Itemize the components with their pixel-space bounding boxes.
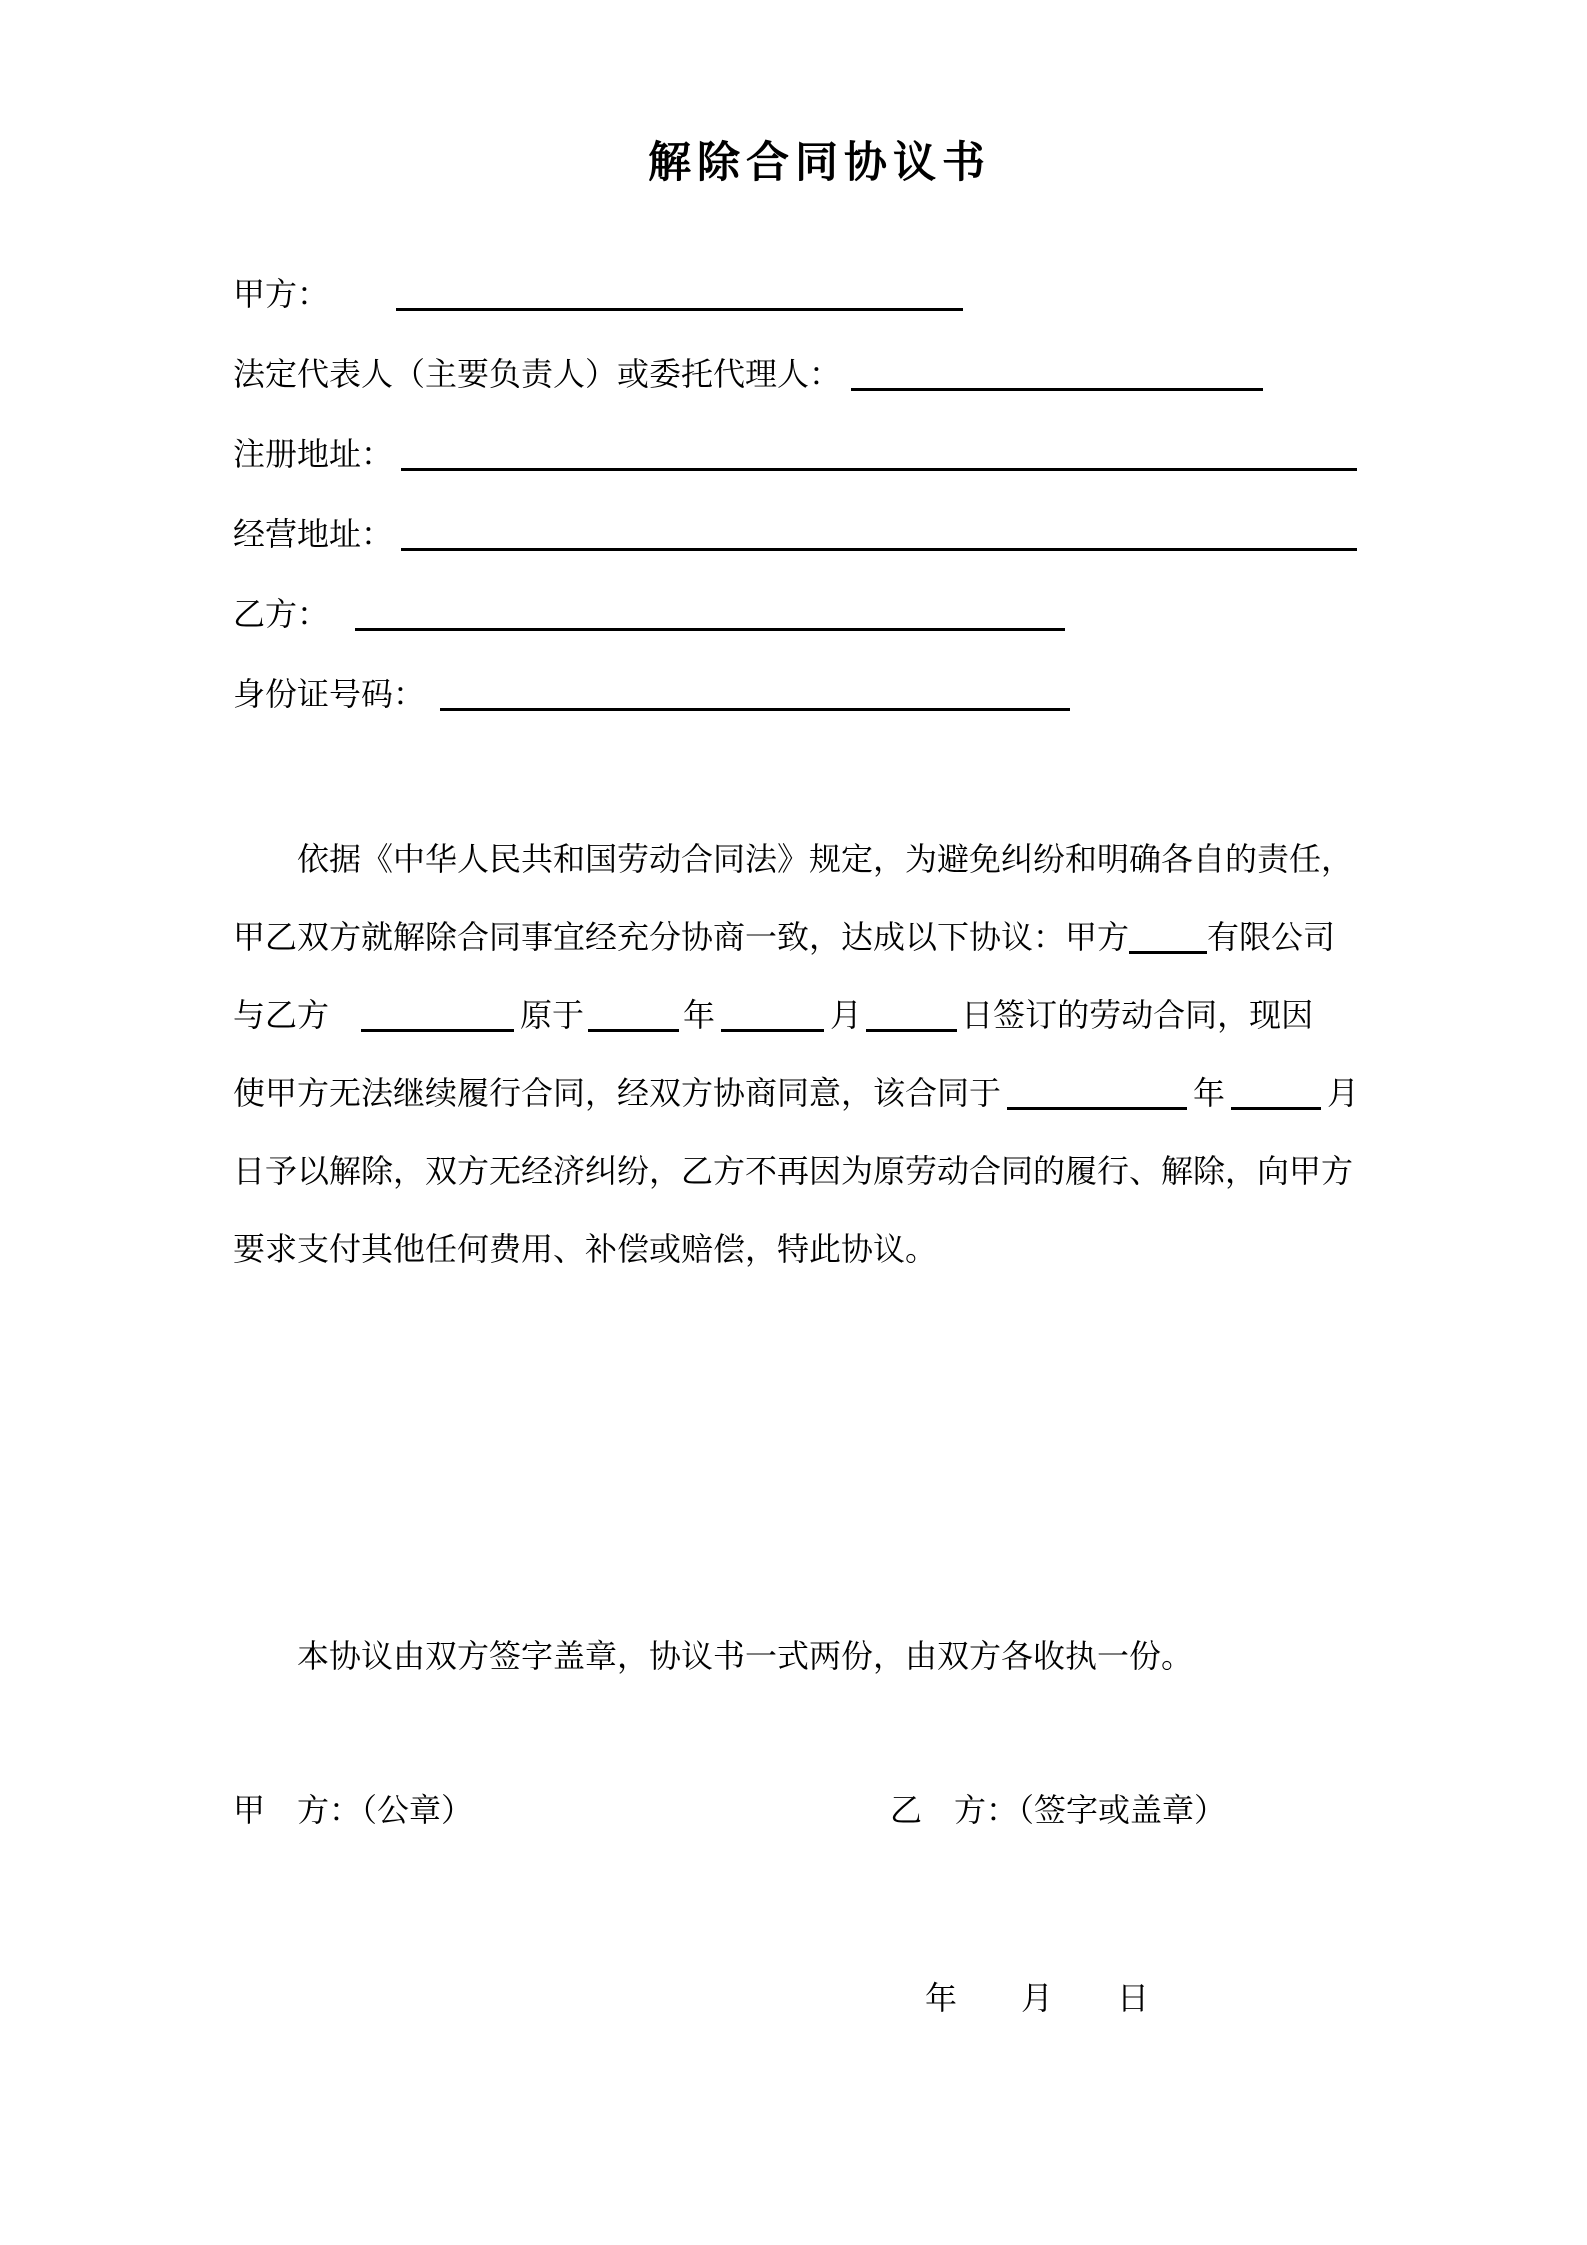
party-a-blank[interactable] bbox=[396, 298, 963, 311]
body-line-1 bbox=[233, 820, 1373, 898]
closing-text: 本协议由双方签字盖章，协议书一式两份，由双方各收执一份。 bbox=[297, 1638, 1194, 1674]
body-text: 月 bbox=[830, 997, 863, 1033]
party-b-blank[interactable] bbox=[355, 618, 1065, 631]
business-address-blank[interactable] bbox=[401, 538, 1357, 551]
body-text: 依据《中华人民共和国劳动合同法》规定，为避免纠纷和明确各自的责任， bbox=[297, 841, 1354, 877]
field-row-registered-address bbox=[233, 414, 1363, 494]
body-line-6 bbox=[233, 1210, 1373, 1288]
field-row-id-number bbox=[233, 654, 1363, 734]
id-number-blank[interactable] bbox=[440, 698, 1070, 711]
body-text: 要求支付其他任何费用、补偿或赔偿，特此协议。 bbox=[233, 1231, 938, 1267]
field-row-party-b bbox=[233, 574, 1363, 654]
field-label-party-b: 乙方： bbox=[233, 596, 330, 632]
fill-in-blank[interactable] bbox=[1129, 941, 1207, 954]
fill-in-blank[interactable] bbox=[361, 1019, 514, 1032]
body-text: 有限公司 bbox=[1207, 919, 1336, 955]
body-text: 年 bbox=[1193, 1075, 1226, 1111]
date-line: 年 月 日 bbox=[925, 1980, 1150, 2016]
fill-in-blank[interactable] bbox=[1231, 1097, 1321, 1110]
field-row-party-a bbox=[233, 254, 1363, 334]
fill-in-blank[interactable] bbox=[866, 1019, 957, 1032]
closing-paragraph bbox=[233, 1634, 1363, 1678]
body-line-5 bbox=[233, 1132, 1373, 1210]
body-text: 与乙方 bbox=[233, 997, 330, 1033]
body-text: 日予以解除，双方无经济纠纷，乙方不再因为原劳动合同的履行、解除，向甲方 bbox=[233, 1153, 1354, 1189]
body-line-4 bbox=[233, 1054, 1373, 1132]
body-text: 原于 bbox=[520, 997, 585, 1033]
body-line-3 bbox=[233, 976, 1373, 1054]
body-text: 月 bbox=[1327, 1075, 1360, 1111]
field-label-registered-address: 注册地址： bbox=[233, 436, 394, 472]
body-text: 年 bbox=[683, 997, 716, 1033]
registered-address-blank[interactable] bbox=[401, 458, 1357, 471]
party-a-signature-label: 甲 方：（公章） bbox=[233, 1792, 474, 1828]
body-text: 日签订的劳动合同，现因 bbox=[961, 997, 1314, 1033]
field-label-legal-representative: 法定代表人（主要负责人）或委托代理人： bbox=[233, 356, 842, 392]
field-row-legal-representative bbox=[233, 334, 1363, 414]
fill-in-blank[interactable] bbox=[1007, 1097, 1187, 1110]
agreement-body bbox=[233, 820, 1373, 1288]
body-text: 甲乙双方就解除合同事宜经充分协商一致，达成以下协议：甲方 bbox=[233, 919, 1130, 955]
fill-in-blank[interactable] bbox=[721, 1019, 824, 1032]
body-text: 使甲方无法继续履行合同，经双方协商同意，该合同于 bbox=[233, 1075, 1002, 1111]
field-label-id-number: 身份证号码： bbox=[233, 676, 426, 712]
party-info-fields bbox=[233, 254, 1363, 734]
field-label-business-address: 经营地址： bbox=[233, 516, 394, 552]
field-label-party-a: 甲方： bbox=[233, 276, 330, 312]
document-title: 解除合同协议书 bbox=[648, 140, 991, 187]
body-line-2 bbox=[233, 898, 1373, 976]
signature-row bbox=[233, 1788, 1363, 1832]
fill-in-blank[interactable] bbox=[588, 1019, 679, 1032]
legal-representative-blank[interactable] bbox=[851, 378, 1263, 391]
field-row-business-address bbox=[233, 494, 1363, 574]
party-b-signature-label: 乙 方：（签字或盖章） bbox=[890, 1792, 1227, 1828]
